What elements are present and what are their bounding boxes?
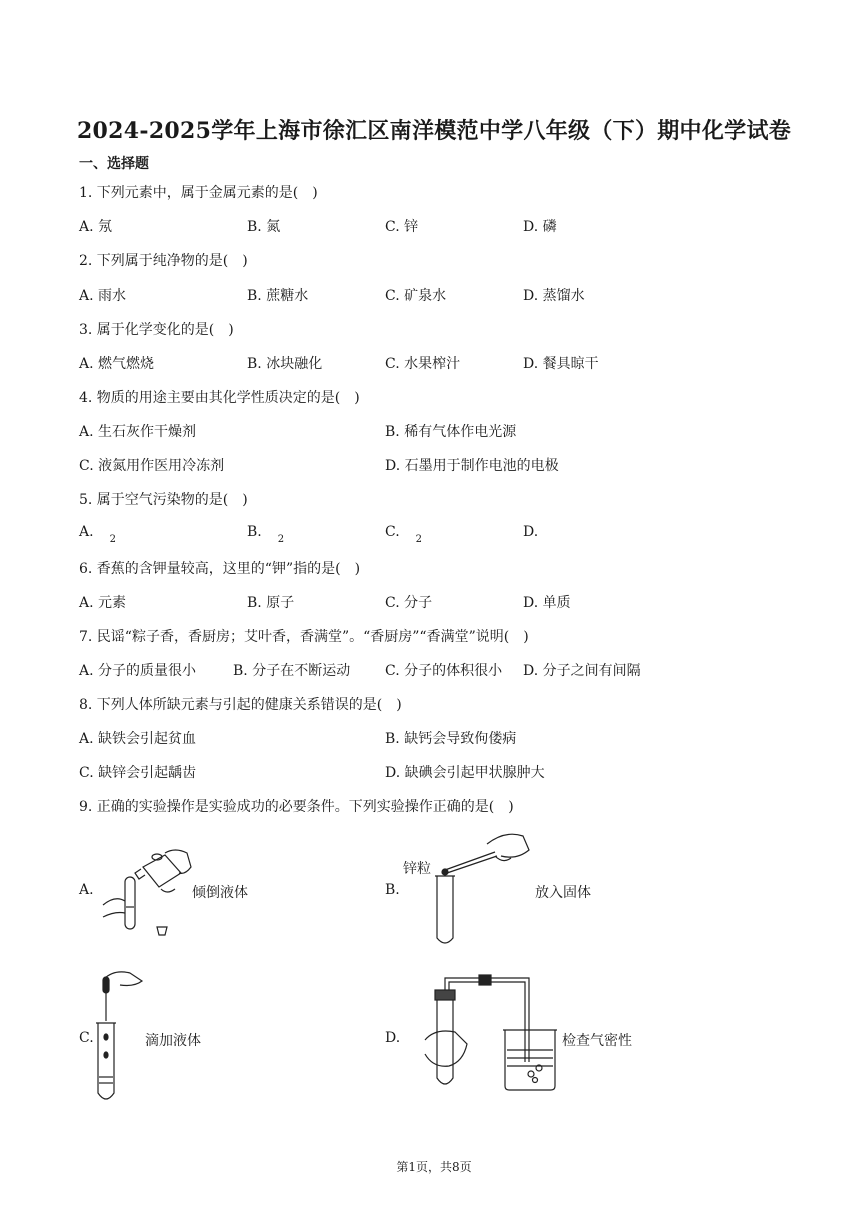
caption-add-solid: 放入固体 (535, 885, 591, 901)
dropping-liquid-figure (90, 965, 150, 1107)
q5-option-d: D. (523, 524, 539, 540)
q8-option-c: C. 缺锌会引起龋齿 (79, 765, 197, 781)
q5-option-a-label: A. (79, 524, 94, 540)
q9-option-b: B. (385, 882, 400, 898)
pouring-liquid-figure (95, 845, 195, 940)
q1-option-a: A. 氖 (79, 219, 113, 235)
caption-drop-liquid: 滴加液体 (145, 1033, 201, 1049)
q6-option-a: A. 元素 (79, 595, 127, 611)
q2-option-b: B. 蔗糖水 (247, 288, 309, 304)
subscript-2: 2 (415, 534, 423, 545)
q5-option-a (79, 524, 116, 545)
q6-option-b: B. 原子 (247, 595, 295, 611)
question-3-stem: 3. 属于化学变化的是( ) (79, 322, 234, 338)
question-8-stem: 8. 下列人体所缺元素与引起的健康关系错误的是( ) (79, 697, 402, 713)
q8-option-a: A. 缺铁会引起贫血 (79, 731, 197, 747)
q7-option-c: C. 分子的体积很小 (385, 663, 503, 679)
q4-option-c: C. 液氮用作医用冷冻剂 (79, 458, 225, 474)
q7-option-b: B. 分子在不断运动 (233, 663, 351, 679)
q5-option-c (385, 524, 423, 545)
q6-option-c: C. 分子 (385, 595, 433, 611)
q3-option-a: A. 燃气燃烧 (79, 356, 155, 372)
q5-option-b (247, 524, 285, 545)
q8-option-b: B. 缺钙会导致佝偻病 (385, 731, 517, 747)
q3-option-c: C. 水果榨汁 (385, 356, 461, 372)
q6-option-d: D. 单质 (523, 595, 571, 611)
q1-option-c: C. 锌 (385, 219, 419, 235)
question-6-stem: 6. 香蕉的含钾量较高，这里的“钾”指的是( ) (79, 561, 361, 577)
question-2-stem: 2. 下列属于纯净物的是( ) (79, 253, 248, 269)
airtightness-check-figure (405, 970, 570, 1095)
question-9-stem: 9. 正确的实验操作是实验成功的必要条件。下列实验操作正确的是( ) (79, 799, 514, 815)
subscript-2: 2 (109, 534, 116, 545)
question-7-stem: 7. 民谣“粽子香，香厨房；艾叶香，香满堂”。“香厨房”“香满堂”说明( ) (79, 629, 529, 645)
zinc-granule-label: 锌粒 (403, 861, 431, 877)
q3-option-d: D. 餐具晾干 (523, 356, 599, 372)
q3-option-b: B. 冰块融化 (247, 356, 323, 372)
q9-option-c: C. (79, 1030, 94, 1046)
section-heading: 一、选择题 (79, 156, 149, 172)
q2-option-c: C. 矿泉水 (385, 288, 447, 304)
q8-option-d: D. 缺碘会引起甲状腺肿大 (385, 765, 545, 781)
q2-option-a: A. 雨水 (79, 288, 127, 304)
q4-option-a: A. 生石灰作干燥剂 (79, 424, 197, 440)
q5-option-b-label: B. (247, 524, 262, 540)
q5-option-c-label: C. (385, 524, 400, 540)
q1-option-d: D. 磷 (523, 219, 557, 235)
adding-solid-figure (425, 830, 535, 950)
subscript-2: 2 (277, 534, 285, 545)
q7-option-a: A. 分子的质量很小 (79, 663, 197, 679)
q2-option-d: D. 蒸馏水 (523, 288, 585, 304)
question-5-stem: 5. 属于空气污染物的是( ) (79, 492, 248, 508)
page-footer: 第1页，共8页 (396, 1160, 472, 1174)
caption-pour-liquid: 倾倒液体 (192, 885, 248, 901)
page-title: 2024-2025学年上海市徐汇区南洋模范中学八年级（下）期中化学试卷 (76, 118, 792, 144)
caption-check-airtight: 检查气密性 (562, 1033, 632, 1049)
q9-option-a: A. (79, 882, 94, 898)
q4-option-d: D. 石墨用于制作电池的电极 (385, 458, 559, 474)
q9-option-d: D. (385, 1030, 401, 1046)
q4-option-b: B. 稀有气体作电光源 (385, 424, 517, 440)
question-1-stem: 1. 下列元素中，属于金属元素的是( ) (79, 185, 318, 201)
q7-option-d: D. 分子之间有间隔 (523, 663, 641, 679)
q1-option-b: B. 氮 (247, 219, 281, 235)
question-4-stem: 4. 物质的用途主要由其化学性质决定的是( ) (79, 390, 360, 406)
